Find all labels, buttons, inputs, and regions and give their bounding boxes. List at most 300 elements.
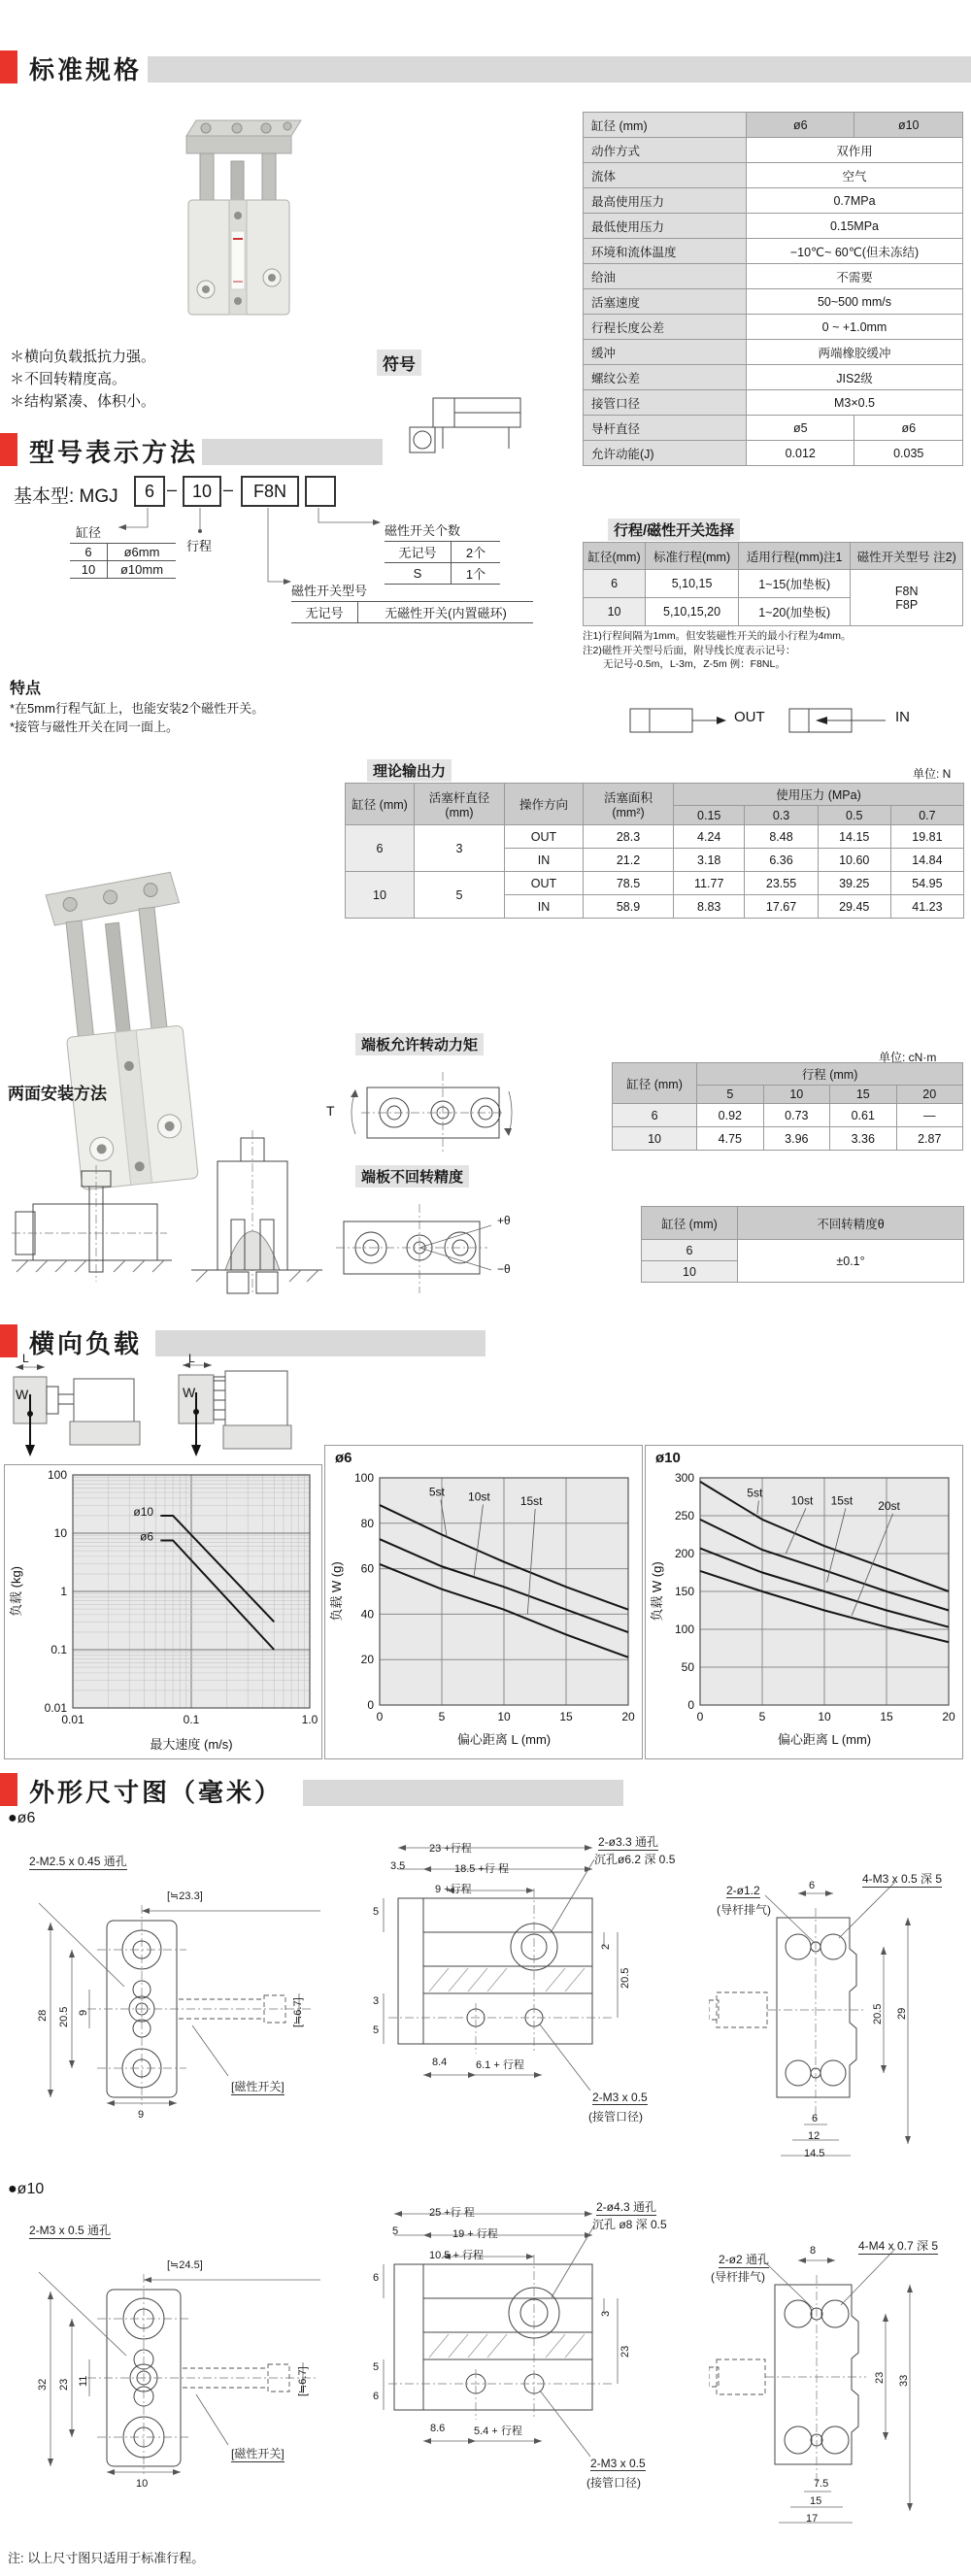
spec-value: M3×0.5 (746, 390, 962, 416)
cell-force: 19.81 (890, 825, 963, 849)
stroke-tick: 15 (830, 1086, 896, 1104)
cell-switch-models (851, 570, 963, 626)
cell-dir: OUT (505, 872, 584, 895)
stroke-select-table (583, 542, 963, 626)
rotation-minus-theta: −θ (497, 1262, 511, 1276)
pressure-tick: 0.7 (890, 806, 963, 825)
svg-text:ø6: ø6 (140, 1529, 154, 1544)
cell-torque: 3.96 (763, 1127, 829, 1151)
o6-side-b2-dim: 12 (808, 2130, 820, 2142)
cell-torque: 0.92 (697, 1104, 763, 1127)
speed-load-chart-svg (5, 1465, 321, 1756)
dims-footnote: 注: 以上尺寸图只适用于标准行程。 (8, 2551, 205, 2565)
force-unit: 单位: N (913, 767, 952, 781)
section-title-model: 型号表示方法 (29, 438, 199, 467)
chart-title-o6: ø6 (335, 1450, 352, 1466)
cell-bore: 10 (346, 872, 415, 919)
o10-side-b3-dim: 17 (806, 2513, 819, 2525)
svg-text:15: 15 (559, 1710, 573, 1723)
w-load-label: W (183, 1385, 196, 1400)
col-header: 活塞杆直径 (mm) (415, 784, 505, 825)
o6-switch-callout: [磁性开关] (231, 2080, 285, 2093)
svg-text:50: 50 (681, 1660, 694, 1674)
cell-force: 3.18 (674, 849, 745, 872)
torque-unit: 单位: cN·m (879, 1051, 937, 1064)
spec-value: 双作用 (746, 138, 962, 163)
o6-bullet: ●ø6 (8, 1810, 36, 1826)
o10-rod-width-dim: [≒6.7] (297, 2366, 309, 2396)
svg-text:20st: 20st (878, 1498, 900, 1513)
o6-plate-thk-dim: 3.5 (390, 1860, 406, 1872)
spec-label: 最高使用压力 (584, 188, 747, 214)
cell-area: 58.9 (584, 895, 674, 919)
svg-text:0: 0 (367, 1698, 374, 1712)
svg-text:1: 1 (60, 1585, 67, 1598)
spec-label: 动作方式 (584, 138, 747, 163)
section-bar (155, 1330, 486, 1356)
cell-torque: 0.73 (763, 1104, 829, 1127)
o10-thread-callout: 2-M3 x 0.5 通孔 (29, 2224, 112, 2237)
col-header: 缸径 (mm) (613, 1063, 697, 1104)
o10-stack-mid-dim: 5 (373, 2361, 380, 2373)
o10-hole-pitch-dim: 23 (58, 2378, 70, 2391)
section-bar (303, 1780, 623, 1806)
switch-model: F8N (894, 584, 919, 598)
o6-side-holes-dim: 20.5 (872, 2003, 884, 2024)
spec-label: 允许动能(J) (584, 441, 747, 466)
o6-side-top-dim: 6 (809, 1880, 816, 1891)
l-dim-label: L (188, 1352, 195, 1365)
features-lines (10, 699, 264, 736)
in-label: IN (895, 709, 910, 725)
lateral-load-figure-2 (167, 1355, 322, 1457)
o6-port-thread-callout: 2-M3 x 0.5 (592, 2091, 648, 2104)
o10-rod-pitch-dim: 11 (78, 2375, 89, 2387)
force-title: 理论输出力 (367, 759, 452, 782)
col-header: 操作方向 (505, 784, 584, 825)
model-base-label: 基本型: MGJ (14, 486, 118, 507)
spec-label: 最低使用压力 (584, 214, 747, 239)
o6-stack-mid-dim: 3 (373, 1995, 380, 2007)
o10-tap-callout: 4-M4 x 0.7 深 5 (858, 2239, 939, 2253)
o6-stack-bot-dim: 5 (373, 2024, 380, 2036)
o10-port-thread-callout2: (接管口径) (586, 2476, 641, 2490)
o10-side-total-dim: 33 (898, 2374, 910, 2387)
o10-width-dim: 23 (619, 2345, 631, 2358)
spec-label: 导杆直径 (584, 416, 747, 441)
cell-area: 28.3 (584, 825, 674, 849)
cell-torque: 0.61 (830, 1104, 896, 1127)
o6-thread-callout: 2-M2.5 x 0.45 通孔 (29, 1855, 127, 1868)
bullet-3: ＊结构紧凑、体积小。 (10, 393, 156, 410)
rotation-title: 端板不回转精度 (355, 1165, 469, 1188)
col-header: 磁性开关型号 注2) (851, 543, 963, 570)
o10-side-b2-dim: 15 (810, 2495, 822, 2507)
svg-text:10: 10 (497, 1710, 511, 1723)
w-load-label: W (16, 1387, 29, 1402)
svg-text:300: 300 (674, 1471, 694, 1485)
o6-tap-callout: 4-M3 x 0.5 深 5 (862, 1872, 943, 1886)
cell-force: 14.15 (818, 825, 890, 849)
switch-model-title: 磁性开关型号 (291, 584, 368, 598)
l-dim-label: L (22, 1352, 29, 1365)
cell-dir: IN (505, 895, 584, 919)
symbol-label: 符号 (377, 350, 421, 376)
o10-through-hole-callout: 2-ø4.3 通孔 (596, 2200, 657, 2214)
cell-force: 39.25 (818, 872, 890, 895)
svg-text:5: 5 (758, 1710, 766, 1723)
chart-title-o10: ø10 (655, 1450, 681, 1466)
force-table (345, 783, 964, 919)
svg-text:250: 250 (674, 1509, 694, 1522)
cell-force: 8.83 (674, 895, 745, 919)
o6-outer-height-dim: 28 (37, 2009, 49, 2022)
col-header: 适用行程(mm)注1 (738, 543, 850, 570)
pressure-tick: 0.5 (818, 806, 890, 825)
cell-force: 14.84 (890, 849, 963, 872)
cell-area: 78.5 (584, 872, 674, 895)
cell-force: 54.95 (890, 872, 963, 895)
rotation-plus-theta: +θ (497, 1214, 511, 1227)
svg-text:20: 20 (621, 1710, 635, 1723)
mounting-title: 两面安装方法 (8, 1085, 107, 1103)
stroke-select-title: 行程/磁性开关选择 (608, 519, 740, 541)
col-header: 缸径(mm) (584, 543, 646, 570)
o10-switch-callout: [磁性开关] (231, 2447, 285, 2460)
o6-port2-pos-dim: 6.1 + 行程 (476, 2059, 524, 2071)
svg-text:15st: 15st (519, 1494, 543, 1509)
svg-text:20: 20 (360, 1653, 374, 1667)
switch-count-title: 磁性开关个数 (385, 523, 461, 538)
svg-text:0.1: 0.1 (50, 1643, 67, 1656)
col-header-pressure: 使用压力 (MPa) (674, 784, 964, 806)
pressure-tick: 0.15 (674, 806, 745, 825)
cell-torque: 3.36 (830, 1127, 896, 1151)
features-title: 特点 (10, 681, 42, 697)
section-marker (0, 1773, 17, 1806)
o6-stack-top-dim: 5 (373, 1906, 380, 1918)
torque-table (612, 1062, 963, 1151)
svg-text:负载 W (g): 负载 W (g) (329, 1561, 344, 1622)
stroke-select-notes (583, 629, 852, 672)
col-header: 缸径 (mm) (642, 1207, 738, 1240)
model-code-sep: – (223, 480, 234, 499)
cell-area: 21.2 (584, 849, 674, 872)
stroke-label: 行程 (186, 539, 213, 553)
cell-force: 41.23 (890, 895, 963, 919)
bullet-1: ＊横向负载抵抗力强。 (10, 349, 156, 365)
o10-port-pitch-dim: 10.5 + 行程 (429, 2250, 484, 2261)
spec-v6: ø5 (746, 416, 854, 441)
o10-side-top-dim: 8 (810, 2245, 817, 2257)
cell-torque: 2.87 (896, 1127, 962, 1151)
switch-model-val: 无磁性开关(内置磁环) (358, 602, 534, 623)
o6-vent-callout2: (导杆排气) (717, 1903, 771, 1917)
svg-text:10st: 10st (468, 1489, 490, 1504)
svg-text:200: 200 (674, 1547, 694, 1560)
o6-bottom-width-dim: 9 (138, 2109, 145, 2121)
svg-text:5: 5 (438, 1710, 446, 1723)
svg-text:偏心距离 L (mm): 偏心距离 L (mm) (456, 1732, 552, 1747)
o10-eccentric-chart-svg (646, 1466, 962, 1752)
svg-text:最大速度 (m/s): 最大速度 (m/s) (150, 1737, 233, 1752)
o6-port-offset-dim: 2 (600, 1943, 612, 1950)
o10-stack-bot-dim: 6 (373, 2391, 380, 2402)
cell-torque: — (896, 1104, 962, 1127)
cell-bore: 6 (346, 825, 415, 872)
pressure-tick: 0.3 (745, 806, 818, 825)
spec-value: 两端橡胶缓冲 (746, 340, 962, 365)
svg-text:100: 100 (674, 1623, 694, 1636)
note-line: 注2)磁性开关型号后面，附导线长度表示记号： (583, 644, 796, 656)
o6-total-length-dim: 23 +行程 (429, 1843, 472, 1855)
svg-text:15: 15 (880, 1710, 893, 1723)
o6-vent-callout: 2-ø1.2 (726, 1884, 760, 1897)
model-code-switch: F8N (241, 476, 299, 507)
spec-label: 活塞速度 (584, 289, 747, 315)
svg-text:偏心距离 L (mm): 偏心距离 L (mm) (777, 1732, 872, 1747)
o6-port1-pos-dim: 8.4 (432, 2057, 448, 2068)
section-marker (0, 433, 17, 466)
torque-title: 端板允许转动力矩 (355, 1033, 484, 1055)
switch-count-code: 无记号 (385, 542, 452, 563)
col-header-stroke: 行程 (mm) (697, 1063, 963, 1086)
model-code-stroke: 10 (183, 476, 221, 507)
switch-model-table (291, 581, 533, 623)
cell-applicable: 1~15(加垫板) (738, 570, 850, 598)
cell-bore: 10 (584, 598, 646, 626)
spec-label: 行程长度公差 (584, 315, 747, 340)
bore-code: 6 (70, 544, 108, 561)
svg-text:0: 0 (696, 1710, 704, 1723)
switch-count-table (385, 520, 500, 585)
cell-dir: IN (505, 849, 584, 872)
o10-left-view-drawing (19, 2270, 340, 2476)
feature-line: *在5mm行程气缸上，也能安装2个磁性开关。 (10, 701, 265, 716)
col-header: 缸径 (mm) (346, 784, 415, 825)
bore-size: ø6mm (108, 544, 177, 561)
spec-label: 给油 (584, 264, 747, 289)
svg-text:10: 10 (818, 1710, 831, 1723)
o6-port-thread-callout2: (接管口径) (588, 2110, 643, 2124)
switch-count-code: S (385, 563, 452, 585)
torque-t-label: T (326, 1103, 335, 1119)
feature-line: *接管与磁性开关在同一面上。 (10, 719, 180, 734)
o6-counterbore-callout: 沉孔ø6.2 深 0.5 (594, 1853, 676, 1866)
spec-table (583, 112, 963, 466)
note-line: 无记号-0.5m，L-3m，Z-5m 例：F8NL。 (583, 658, 786, 670)
svg-text:60: 60 (360, 1561, 374, 1576)
model-code-sep: – (167, 480, 178, 499)
bore-code-table (70, 522, 176, 579)
spec-label: 接管口径 (584, 390, 747, 416)
cell-force: 29.45 (818, 895, 890, 919)
speed-load-chart (4, 1464, 322, 1759)
section-marker (0, 50, 17, 84)
rotation-table (641, 1206, 964, 1283)
o10-side-b1-dim: 7.5 (814, 2478, 829, 2490)
spec-value: −10℃~ 60℃(但未冻结) (746, 239, 962, 264)
o10-stack-top-dim: 6 (373, 2272, 380, 2284)
o6-body-length-dim: 18.5 +行 程 (454, 1863, 509, 1875)
svg-text:100: 100 (353, 1471, 374, 1485)
section-bar (202, 439, 383, 465)
o6-eccentric-chart-svg (325, 1466, 642, 1752)
bore-size: ø10mm (108, 561, 177, 579)
spec-label: 流体 (584, 163, 747, 188)
spec-value: 0 ~ +1.0mm (746, 315, 962, 340)
pneumatic-symbol-drawing (404, 392, 530, 462)
svg-text:负载 (kg): 负载 (kg) (9, 1565, 23, 1618)
spec-value: 0.15MPa (746, 214, 962, 239)
spec-label: 缸径 (mm) (584, 113, 747, 138)
o6-side-b3-dim: 14.5 (804, 2148, 825, 2159)
torque-diagram (338, 1066, 513, 1159)
cell-force: 23.55 (745, 872, 818, 895)
svg-text:80: 80 (360, 1516, 374, 1530)
o10-outer-height-dim: 32 (37, 2378, 49, 2391)
feature-bullets (10, 346, 155, 413)
col-header: 标准行程(mm) (646, 543, 739, 570)
section-bar (148, 56, 971, 83)
o6-approx-top-dim: [≒23.3] (167, 1890, 203, 1902)
cell-force: 10.60 (818, 849, 890, 872)
switch-count-val: 1个 (452, 563, 501, 585)
cell-torque: 4.75 (697, 1127, 763, 1151)
spec-v10: ø6 (854, 416, 963, 441)
o10-bottom-width-dim: 10 (136, 2478, 149, 2490)
in-direction-drawing (788, 701, 889, 740)
section-title-spec: 标准规格 (29, 55, 143, 84)
o10-approx-top-dim: [≒24.5] (167, 2259, 203, 2271)
svg-text:5st: 5st (747, 1486, 763, 1500)
svg-text:ø10: ø10 (133, 1504, 154, 1519)
lateral-load-figure-1 (6, 1355, 156, 1457)
cell-stroke: 5,10,15 (646, 570, 739, 598)
spec-v6: ø6 (746, 113, 854, 138)
cell-accuracy: ±0.1° (738, 1240, 964, 1283)
spec-v10: 0.035 (854, 441, 963, 466)
cell-bore: 6 (584, 570, 646, 598)
note-line: 注1)行程间隔为1mm。但安装磁性开关的最小行程为4mm。 (583, 630, 852, 642)
switch-model-code: 无记号 (291, 602, 358, 623)
svg-text:0.01: 0.01 (61, 1713, 84, 1726)
svg-text:0: 0 (376, 1710, 384, 1723)
spec-v10: ø10 (854, 113, 963, 138)
svg-text:0: 0 (687, 1698, 694, 1712)
stroke-tick: 20 (896, 1086, 962, 1104)
cell-force: 11.77 (674, 872, 745, 895)
switch-count-val: 2个 (452, 542, 501, 563)
bore-title: 缸径 (70, 522, 176, 544)
section-title-dims: 外形尺寸图（毫米） (29, 1778, 284, 1807)
out-label: OUT (734, 709, 765, 725)
o10-port2-pos-dim: 5.4 + 行程 (474, 2425, 522, 2437)
o10-body-length-dim: 19 + 行程 (452, 2228, 498, 2240)
o10-port-thread-callout: 2-M3 x 0.5 (590, 2457, 646, 2470)
cell-bore: 10 (642, 1261, 738, 1283)
spec-value: 50~500 mm/s (746, 289, 962, 315)
bore-code: 10 (70, 561, 108, 579)
cell-bore: 6 (613, 1104, 697, 1127)
o6-rod-pitch-dim: 9 (78, 2009, 89, 2016)
svg-text:20: 20 (942, 1710, 955, 1723)
mounting-drawing (12, 1115, 332, 1299)
spec-label: 螺纹公差 (584, 365, 747, 390)
cell-force: 4.24 (674, 825, 745, 849)
svg-text:0.01: 0.01 (44, 1701, 67, 1715)
cell-bore: 6 (642, 1240, 738, 1261)
spec-value: JIS2级 (746, 365, 962, 390)
o6-port-pitch-dim: 9 +行程 (435, 1884, 472, 1895)
o6-through-hole-callout: 2-ø3.3 通孔 (598, 1835, 659, 1849)
o6-width-dim: 20.5 (619, 1967, 631, 1989)
spec-v6: 0.012 (746, 441, 854, 466)
o10-bullet: ●ø10 (8, 2181, 45, 2197)
o10-counterbore-callout: 沉孔 ø8 深 0.5 (592, 2218, 667, 2231)
o6-eccentric-chart (324, 1445, 643, 1759)
cell-rod: 3 (415, 825, 505, 872)
svg-text:40: 40 (360, 1607, 374, 1622)
stroke-tick: 10 (763, 1086, 829, 1104)
o10-plate-thk-dim: 5 (392, 2225, 399, 2237)
cell-force: 8.48 (745, 825, 818, 849)
spec-value: 空气 (746, 163, 962, 188)
svg-text:150: 150 (674, 1585, 694, 1598)
cell-applicable: 1~20(加垫板) (738, 598, 850, 626)
cell-bore: 10 (613, 1127, 697, 1151)
spec-label: 缓冲 (584, 340, 747, 365)
cell-dir: OUT (505, 825, 584, 849)
cell-rod: 5 (415, 872, 505, 919)
svg-text:10st: 10st (790, 1493, 814, 1508)
product-photo (173, 107, 309, 322)
out-direction-drawing (629, 701, 730, 740)
cell-force: 6.36 (745, 849, 818, 872)
stroke-tick: 5 (697, 1086, 763, 1104)
o10-port-offset-dim: 3 (600, 2310, 612, 2317)
o10-vent-callout: 2-ø2 通孔 (719, 2253, 770, 2266)
o6-side-b1-dim: 6 (812, 2113, 819, 2124)
o6-side-total-dim: 29 (896, 2007, 908, 2020)
o10-total-length-dim: 25 +行 程 (429, 2207, 475, 2219)
col-header: 活塞面积 (mm²) (584, 784, 674, 825)
section-marker (0, 1324, 17, 1357)
bullet-2: ＊不回转精度高。 (10, 371, 127, 387)
switch-model: F8P (895, 597, 919, 612)
cell-stroke: 5,10,15,20 (646, 598, 739, 626)
rotation-diagram (330, 1196, 510, 1298)
o10-port1-pos-dim: 8.6 (430, 2423, 446, 2434)
o10-vent-callout2: (导杆排气) (711, 2270, 765, 2284)
section-title-lateral: 横向负载 (29, 1329, 143, 1358)
o6-rod-width-dim: [≒6.7] (292, 1997, 304, 2027)
svg-text:负载 W (g): 负载 W (g) (650, 1561, 664, 1622)
svg-text:15st: 15st (830, 1493, 854, 1508)
cell-force: 17.67 (745, 895, 818, 919)
spec-value: 不需要 (746, 264, 962, 289)
svg-text:0.1: 0.1 (183, 1713, 200, 1726)
svg-text:5st: 5st (428, 1485, 445, 1499)
svg-text:100: 100 (47, 1468, 67, 1482)
o10-side-holes-dim: 23 (874, 2371, 886, 2384)
o6-hole-pitch-dim: 20.5 (58, 2006, 70, 2027)
o10-eccentric-chart (645, 1445, 963, 1759)
col-header: 不回转精度θ (738, 1207, 964, 1240)
spec-label: 环境和流体温度 (584, 239, 747, 264)
svg-text:10: 10 (53, 1526, 67, 1540)
spec-value: 0.7MPa (746, 188, 962, 214)
